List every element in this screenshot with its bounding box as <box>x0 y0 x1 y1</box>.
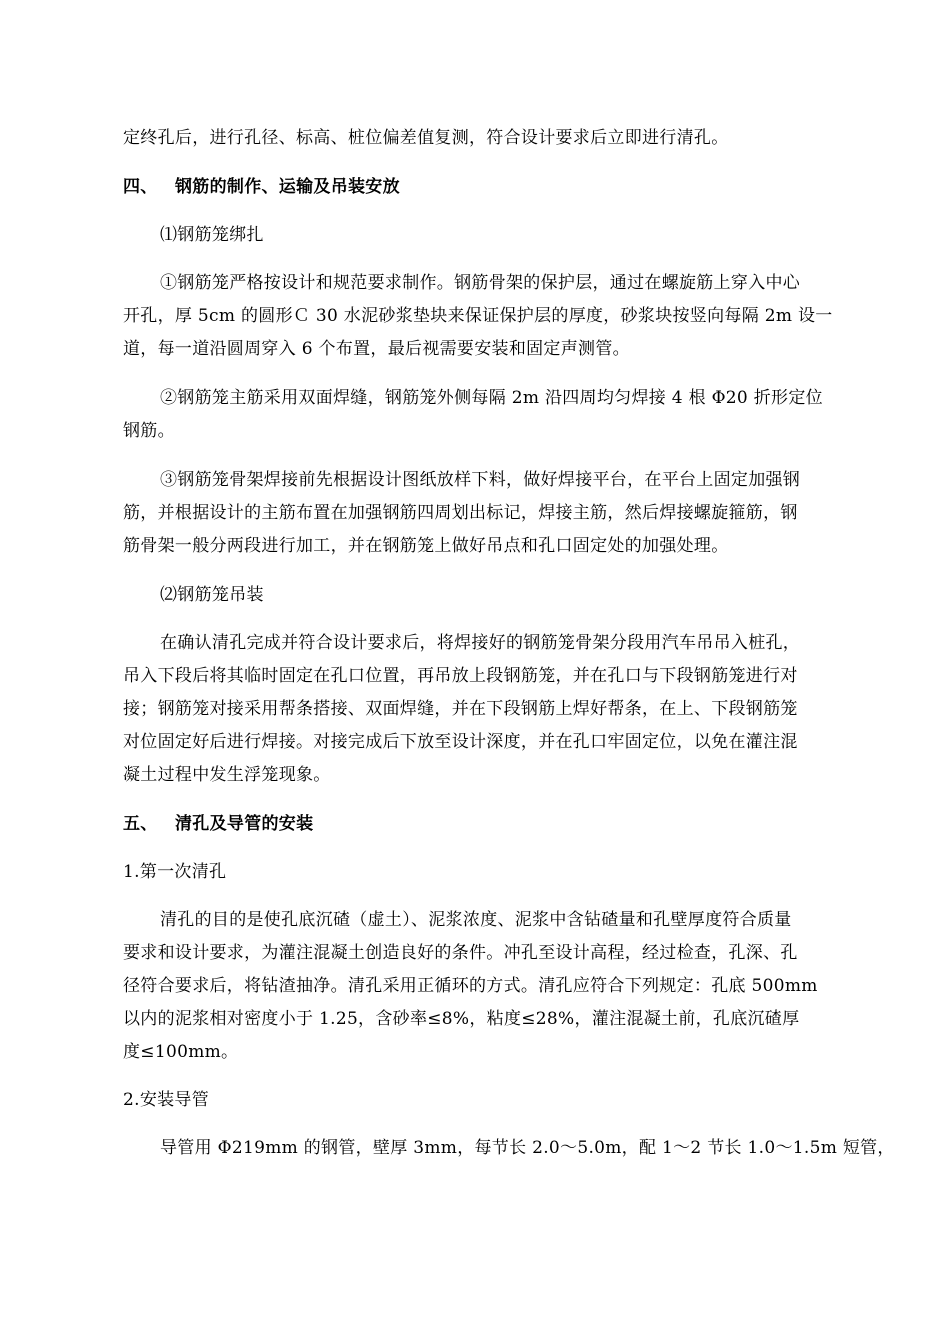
paragraph-line: 钢筋。 <box>123 421 175 441</box>
subsection-heading: 1.第一次清孔 <box>123 862 227 882</box>
paragraph-line: 清孔的目的是使孔底沉碴（虚土）、泥浆浓度、泥浆中含钻碴量和孔壁厚度符合质量 <box>160 910 792 930</box>
paragraph-line: 接；钢筋笼对接采用帮条搭接、双面焊缝，并在下段钢筋上焊好帮条，在上、下段钢筋笼 <box>123 699 798 719</box>
paragraph-line: ②钢筋笼主筋采用双面焊缝，钢筋笼外侧每隔 2m 沿四周均匀焊接 4 根 Φ20 折形定位 <box>160 388 823 408</box>
subsection-heading: 2.安装导管 <box>123 1090 210 1110</box>
subsection-heading: ⑵钢筋笼吊装 <box>160 585 264 605</box>
paragraph-line: 对位固定好后进行焊接。对接完成后下放至设计深度，并在孔口牢固定位，以免在灌注混 <box>123 732 798 752</box>
section-number: 五、 <box>123 814 158 834</box>
paragraph-line: 筋，并根据设计的主筋布置在加强钢筋四周划出标记，焊接主筋，然后焊接螺旋箍筋，钢 <box>123 503 798 523</box>
paragraph-line: 径符合要求后，将钻渣抽净。清孔采用正循环的方式。清孔应符合下列规定：孔底 500mm <box>123 976 818 996</box>
section-heading-5 <box>123 813 313 835</box>
section-heading-4 <box>123 176 400 198</box>
section-title: 清孔及导管的安装 <box>175 814 314 834</box>
paragraph-line: ③钢筋笼骨架焊接前先根据设计图纸放样下料，做好焊接平台，在平台上固定加强钢 <box>160 470 801 490</box>
paragraph-line: 开孔，厚 5cm 的圆形Ｃ 30 水泥砂浆垫块来保证保护层的厚度，砂浆块按竖向每隔 2m 设一 <box>123 306 833 326</box>
subsection-heading: ⑴钢筋笼绑扎 <box>160 225 264 245</box>
paragraph-line: 度≤100mm。 <box>123 1042 239 1062</box>
paragraph-line: 定终孔后，进行孔径、标高、桩位偏差值复测，符合设计要求后立即进行清孔。 <box>123 128 729 148</box>
paragraph-line: 筋骨架一般分两段进行加工，并在钢筋笼上做好吊点和孔口固定处的加强处理。 <box>123 536 729 556</box>
paragraph-line: 导管用 Φ219mm 的钢管，壁厚 3mm，每节长 2.0～5.0m，配 1～2 节长 1.0～1.5m 短管， <box>160 1138 895 1158</box>
paragraph-line: ①钢筋笼严格按设计和规范要求制作。钢筋骨架的保护层，通过在螺旋筋上穿入中心 <box>160 273 801 293</box>
paragraph-line: 在确认清孔完成并符合设计要求后，将焊接好的钢筋笼骨架分段用汽车吊吊入桩孔， <box>160 633 801 653</box>
paragraph-line: 道，每一道沿圆周穿入 6 个布置，最后视需要安装和固定声测管。 <box>123 339 630 359</box>
paragraph-line: 凝土过程中发生浮笼现象。 <box>123 765 331 785</box>
paragraph-line: 以内的泥浆相对密度小于 1.25，含砂率≤8%，粘度≤28%，灌注混凝土前，孔底沉碴厚 <box>123 1009 800 1029</box>
paragraph-line: 要求和设计要求，为灌注混凝土创造良好的条件。冲孔至设计高程，经过检查，孔深、孔 <box>123 943 798 963</box>
section-number: 四、 <box>123 177 158 197</box>
paragraph-line: 吊入下段后将其临时固定在孔口位置，再吊放上段钢筋笼，并在孔口与下段钢筋笼进行对 <box>123 666 798 686</box>
section-title: 钢筋的制作、运输及吊装安放 <box>175 177 400 197</box>
